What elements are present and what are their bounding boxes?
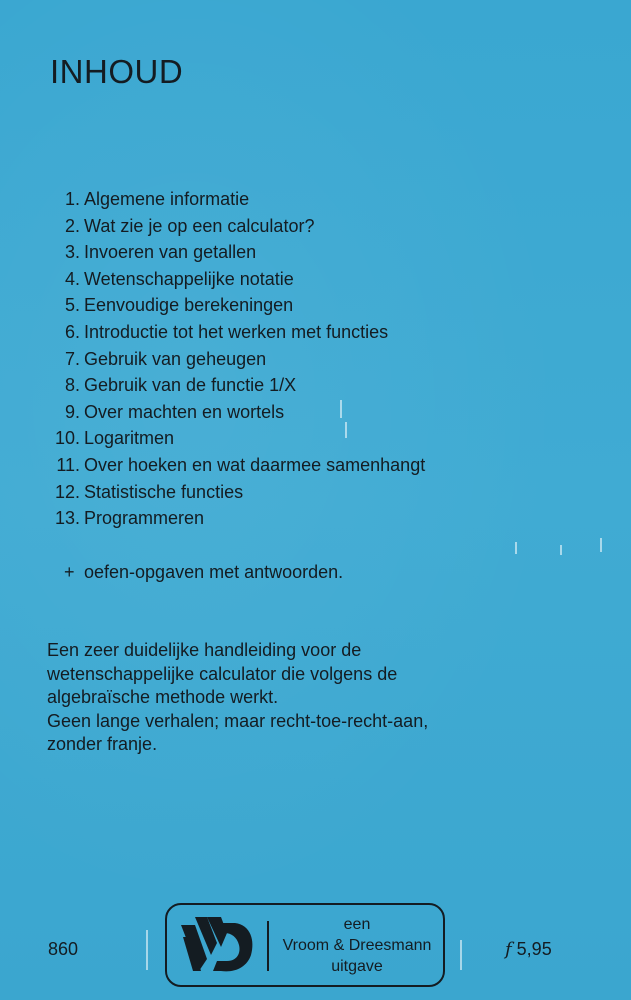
publisher-line: uitgave <box>331 958 383 975</box>
toc-item <box>46 479 425 506</box>
toc-number: 7. <box>64 348 80 369</box>
vd-logo-icon <box>177 913 257 977</box>
currency-symbol: f <box>505 939 512 960</box>
scratch-mark <box>146 930 148 970</box>
scratch-mark <box>600 538 602 552</box>
toc-number: 8. <box>64 375 80 396</box>
toc-label: Logaritmen <box>84 428 175 449</box>
plus-sign: + <box>64 562 75 582</box>
publisher-text <box>271 914 443 977</box>
toc-number: 3. <box>64 242 80 263</box>
toc-label: Programmeren <box>84 508 205 529</box>
description <box>47 639 517 757</box>
toc-label: Statistische functies <box>84 481 244 502</box>
toc-item <box>46 266 425 293</box>
publisher-badge <box>165 903 445 987</box>
toc-item <box>46 292 425 319</box>
table-of-contents <box>46 186 425 532</box>
toc-label: Gebruik van geheugen <box>84 348 267 369</box>
price <box>505 939 552 960</box>
scratch-mark <box>460 940 462 970</box>
description-line: Geen lange verhalen; maar recht-toe-recht-aan, <box>47 710 429 731</box>
toc-item <box>46 186 425 213</box>
toc-number: 4. <box>64 268 80 289</box>
toc-number: 2. <box>64 215 80 236</box>
exercises-note <box>64 559 343 585</box>
toc-label: Wetenschappelijke notatie <box>84 268 294 289</box>
toc-number: 5. <box>64 295 80 316</box>
description-line: zonder franje. <box>47 734 158 754</box>
toc-item <box>46 346 425 373</box>
toc-number: 12. <box>54 481 80 502</box>
description-line: algebraïsche methode werkt. <box>47 687 279 707</box>
publisher-line: een <box>343 916 371 933</box>
exercises-text: oefen-opgaven met antwoorden. <box>84 562 344 582</box>
toc-number: 9. <box>64 401 80 422</box>
toc-label: Wat zie je op een calculator? <box>84 215 315 236</box>
toc-number: 13. <box>54 508 80 529</box>
scratch-mark <box>345 422 347 438</box>
toc-item <box>46 213 425 240</box>
scratch-mark <box>340 400 342 418</box>
toc-label: Over machten en wortels <box>84 401 285 422</box>
toc-item <box>46 425 425 452</box>
toc-label: Over hoeken en wat daarmee samenhangt <box>84 454 426 475</box>
page-title: INHOUD <box>50 53 184 90</box>
toc-number: 1. <box>64 189 80 209</box>
toc-item <box>46 399 425 426</box>
toc-item <box>46 452 425 479</box>
toc-label: Introductie tot het werken met functies <box>84 321 389 342</box>
toc-label: Eenvoudige berekeningen <box>84 295 294 316</box>
toc-item <box>46 239 425 266</box>
toc-number: 10. <box>54 428 80 449</box>
description-line: wetenschappelijke calculator die volgens de <box>47 663 398 684</box>
toc-label: Algemene informatie <box>84 189 250 209</box>
toc-item <box>46 505 425 532</box>
toc-number: 6. <box>64 321 80 342</box>
toc-item <box>46 372 425 399</box>
toc-number: 11. <box>56 454 80 475</box>
scratch-mark <box>560 545 562 555</box>
scratch-mark <box>515 542 517 554</box>
description-line: Een zeer duidelijke handleiding voor de <box>47 640 362 660</box>
price-value: 5,95 <box>516 939 552 959</box>
toc-item <box>46 319 425 346</box>
catalog-number: 860 <box>48 939 79 959</box>
publisher-line: Vroom & Dreesmann <box>282 937 432 954</box>
toc-label: Invoeren van getallen <box>84 242 257 263</box>
toc-label: Gebruik van de functie 1/X <box>84 375 297 396</box>
badge-divider <box>267 921 269 971</box>
